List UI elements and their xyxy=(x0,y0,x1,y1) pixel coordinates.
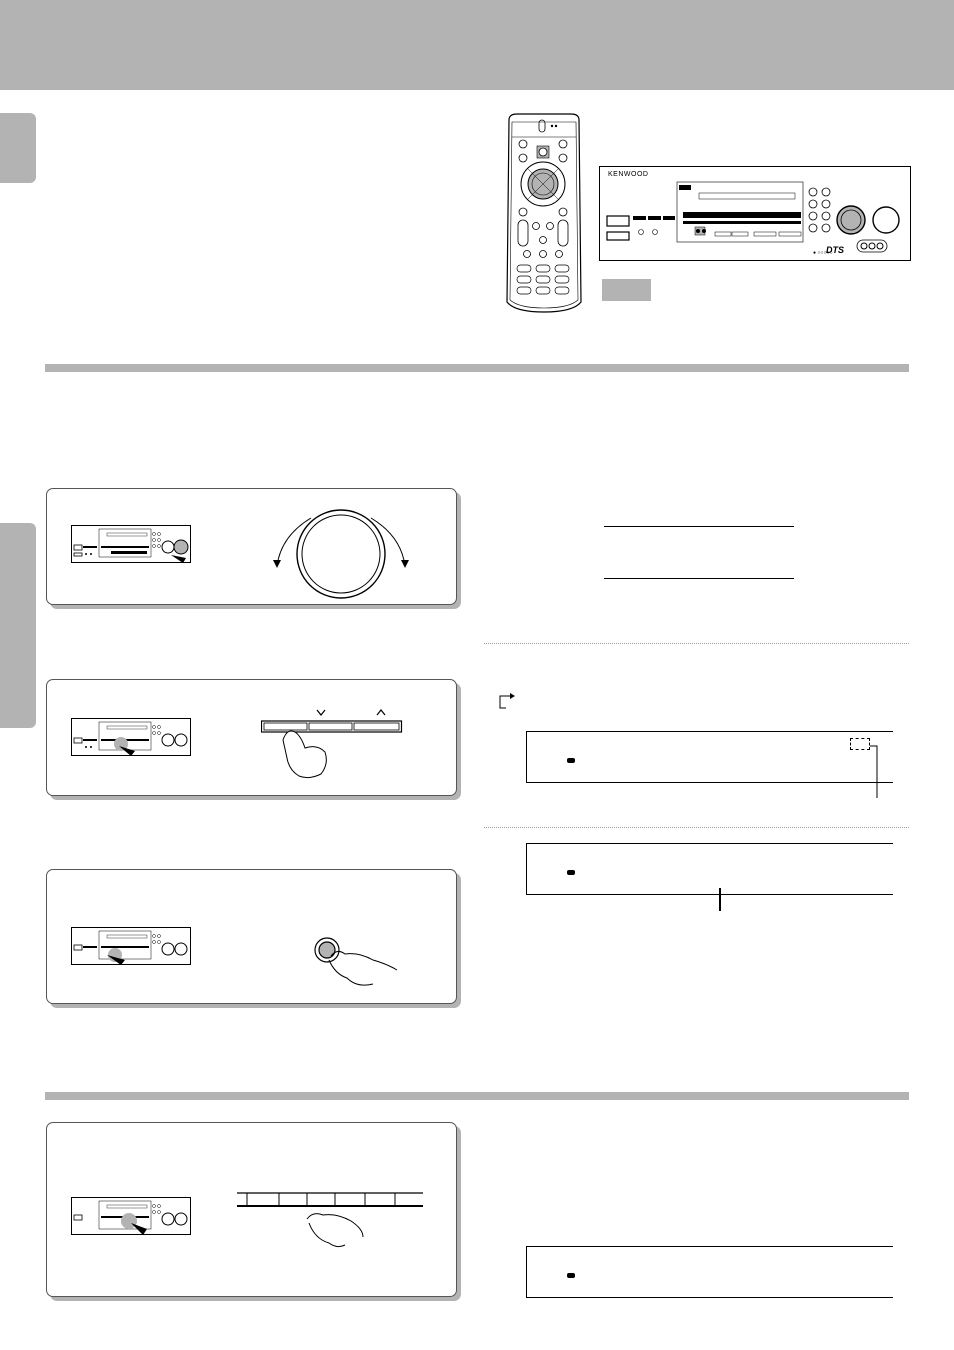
receiver-front-panel xyxy=(599,166,911,261)
side-tab-top xyxy=(0,113,36,183)
input-buttons-icon xyxy=(237,1189,423,1255)
display-line-top xyxy=(604,526,794,527)
mini-receiver-icon xyxy=(71,525,191,565)
brand-label: KENWOOD xyxy=(608,171,649,178)
section-rule-2 xyxy=(45,1092,909,1100)
note-box xyxy=(602,279,651,301)
header-band xyxy=(0,0,954,90)
section-rule-1 xyxy=(45,364,909,372)
dotted-divider-1 xyxy=(484,643,909,644)
mini-receiver-icon xyxy=(71,1197,191,1237)
svg-text:● ○○○○○: ● ○○○○○ xyxy=(813,250,833,256)
step-panel-1 xyxy=(46,488,457,605)
push-button-icon xyxy=(313,934,399,992)
volume-knob-icon xyxy=(271,506,411,600)
selector-buttons-icon xyxy=(261,700,403,780)
mini-receiver-icon xyxy=(71,718,191,758)
step-panel-2 xyxy=(46,679,457,796)
leader-line-1 xyxy=(869,745,879,799)
remote-control-icon xyxy=(503,112,585,316)
display-line-bottom xyxy=(604,578,794,579)
display-panel-1 xyxy=(526,731,893,783)
dotted-divider-2 xyxy=(484,827,909,828)
indicator-segment xyxy=(567,870,575,875)
mini-receiver-icon xyxy=(71,927,191,967)
side-tab-middle xyxy=(0,523,36,728)
indicator-segment xyxy=(567,758,575,763)
return-arrow-icon xyxy=(496,686,518,710)
indicator-segment xyxy=(567,1273,575,1278)
leader-line-2 xyxy=(719,888,721,911)
display-panel-2 xyxy=(526,843,893,895)
display-panel-3 xyxy=(526,1246,893,1298)
step-panel-4 xyxy=(46,1122,457,1297)
step-panel-3 xyxy=(46,869,457,1004)
indicator-dashed-box xyxy=(850,738,870,750)
dts-logo: DTS xyxy=(826,245,844,255)
